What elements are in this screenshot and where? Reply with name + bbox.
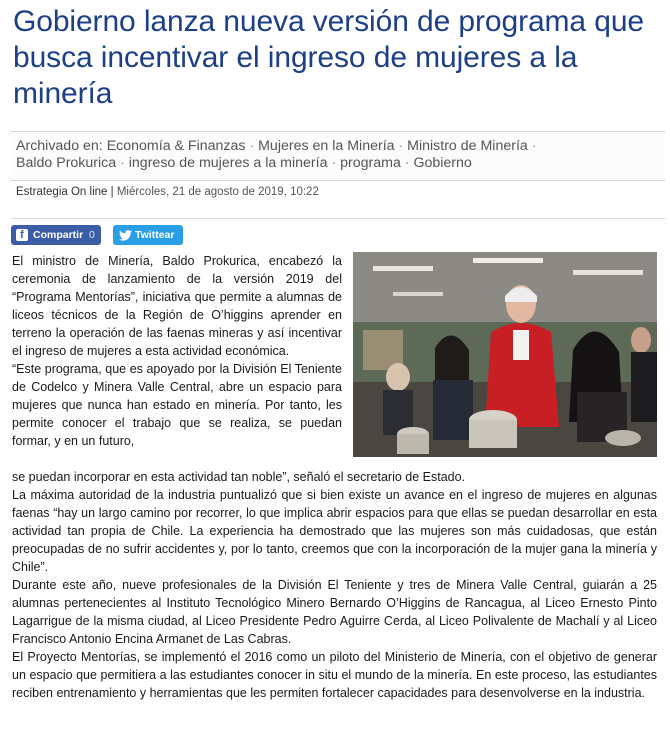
tag-link[interactable]: Gobierno xyxy=(413,155,472,171)
twitter-bird-icon xyxy=(119,230,132,241)
article-title: Gobierno lanza nueva versión de programa que busca incentivar el ingreso de mujeres a la minería xyxy=(13,5,645,110)
article-paragraph: “Este programa, que es apoyado por la División El Teniente de Codelco y Minera Valle Central, abre un espacio para mujeres que nunca han estado en minería. Por tanto, les permite conocer el trabajo que se realiza, se puedan formar, y en un futuro, xyxy=(12,362,342,448)
article-body-full xyxy=(12,486,657,702)
tag-link[interactable]: Baldo Prokurica xyxy=(16,155,117,171)
tag-link[interactable]: ingreso de mujeres a la minería xyxy=(128,155,328,171)
facebook-share-count: 0 xyxy=(89,229,95,241)
byline xyxy=(16,186,319,198)
divider xyxy=(11,218,665,219)
archive-tags-box xyxy=(11,131,665,181)
twitter-share-button[interactable] xyxy=(113,225,183,245)
facebook-icon: f xyxy=(16,229,28,241)
facebook-share-label: Compartir xyxy=(33,229,84,241)
tag-link[interactable]: programa xyxy=(340,155,401,171)
article-paragraph: Durante este año, nueve profesionales de la División El Teniente y tres de Minera Valle Central, guiarán a 25 alumnas pertenecientes al Instituto Tecnológico Minero Bernardo O’Higgins de Rancagua, al Liceo Ernesto Pinto Lagarrigue de la misma ciudad, al Liceo Presidente Pedro Aguirre Cerda, al Liceo Polivalente de Machalí y al Liceo Francisco Antonio Encina Armanet de Las Cabras. xyxy=(12,578,657,646)
twitter-share-label: Twittear xyxy=(135,229,175,241)
article-paragraph: El ministro de Minería, Baldo Prokurica, encabezó la ceremonia de lanzamiento de la versión 2019 del “Programa Mentorías”, iniciativa que permite a alumnas de liceos técnicos de la Región de O’higgins aprender en terreno la operación de las faenas mineras y así incentivar el ingreso de mujeres a esta actividad económica. xyxy=(12,254,342,358)
archive-prefix: Archivado en: xyxy=(16,138,107,154)
article-photo-image xyxy=(353,252,657,457)
tag-link[interactable]: Ministro de Minería xyxy=(407,138,528,154)
archive-tags: Archivado en: Economía & Finanzas · Mujeres en la Minería · Ministro de Minería · Baldo Prokurica · ingreso de mujeres a la minería · programa · Gobierno xyxy=(16,138,537,171)
tag-link[interactable]: Economía & Finanzas xyxy=(106,138,246,154)
article-photo xyxy=(353,252,657,457)
article-paragraph: El Proyecto Mentorías, se implementó el 2016 como un piloto del Ministerio de Minería, con el objetivo de generar un espacio que permitiera a las estudiantes conocer in situ el mundo de la minería. En este proceso, las estudiantes reciben entrenamiento y herramientas que les permiten fortalecer capacidades para desenvolverse en la industria. xyxy=(12,650,657,700)
tag-link[interactable]: Mujeres en la Minería xyxy=(258,138,395,154)
byline-divider: | xyxy=(107,186,117,198)
byline-author: Estrategia On line xyxy=(16,186,108,198)
byline-date: Miércoles, 21 de agosto de 2019, 10:22 xyxy=(116,186,319,198)
article-body-left xyxy=(12,252,342,450)
article-paragraph: se puedan incorporar en esta actividad tan noble”, señaló el secretario de Estado. xyxy=(12,470,466,484)
facebook-share-button[interactable] xyxy=(11,225,101,245)
article-paragraph: La máxima autoridad de la industria puntualizó que si bien existe un avance en el ingreso de mujeres en algunas faenas “hay un largo camino por recorrer, lo que implica abrir espacios para que ellas se puedan desarrollar en esta actividad tan propia de Chile. La experiencia ha demostrado que las mujeres son más cuidadosas, que están preocupadas de no sufrir accidentes y, por lo tanto, creemos que con la incorporación de la mujer gana la minería y Chile”. xyxy=(12,488,657,574)
